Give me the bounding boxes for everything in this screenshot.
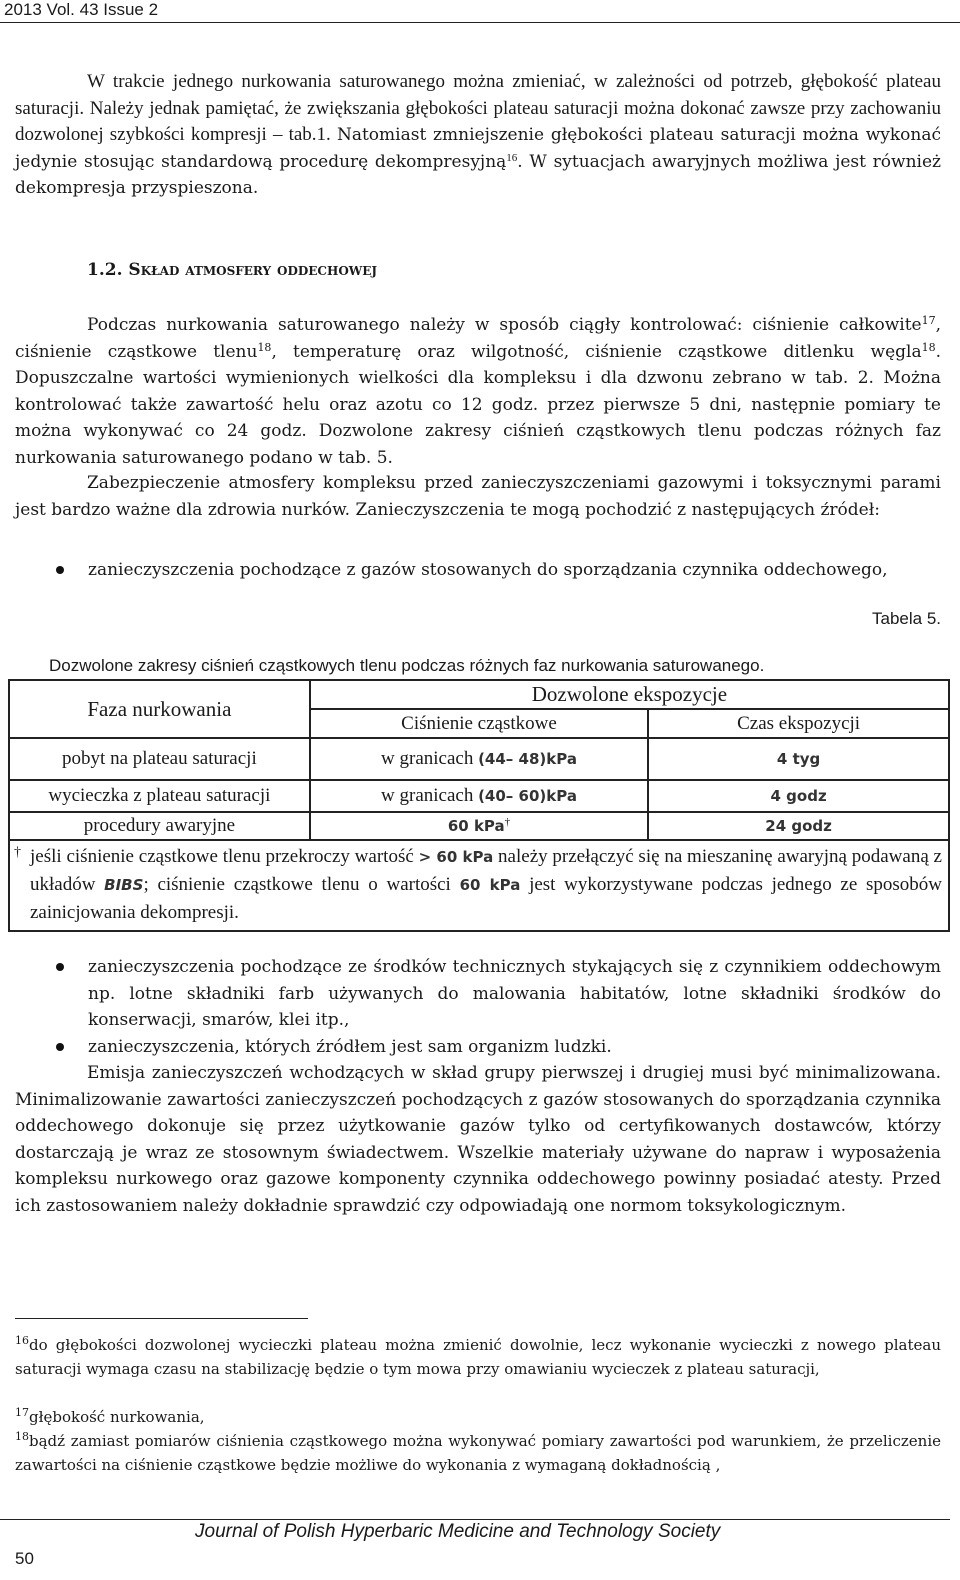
table-row (9, 780, 949, 812)
note-value-bibs: BIBS (104, 876, 144, 894)
footnote-17 (15, 1405, 941, 1429)
footnote-text: do głębokości dozwolonej wycieczki plateau można zmienić dowolnie, lecz wykonanie wycieczki z nowego plateau saturacji wymaga czasu na stabilizację będzie o tym mowa przy omawianiu wycieczek z plateau saturacji, (15, 1336, 941, 1378)
cell-time-value: 4 godz (770, 787, 827, 805)
issue-header: 2013 Vol. 43 Issue 2 (4, 0, 159, 19)
oxygen-pressure-table (8, 679, 950, 932)
section-number: 1.2. (87, 260, 123, 280)
cell-time-value: 4 tyg (776, 750, 821, 768)
paragraph-intro-part-3: . W sytuacjach awaryjnych możliwa jest również dekompresja przyspieszona. (15, 151, 941, 198)
cell-value: (44– 48)kPa (478, 750, 577, 768)
header-rule (0, 22, 960, 23)
footer-rule (0, 1519, 950, 1520)
table-label: Tabela 5. (872, 609, 941, 628)
footnote-number: 18 (15, 1430, 29, 1443)
cell-phase: wycieczka z plateau saturacji (9, 780, 310, 812)
table-note-row (9, 840, 949, 931)
paragraph-intro-part-1: W trakcie jednego nurkowania saturowanego można zmieniać, w zależności od potrzeb, głębokość plateau saturacji. Należy jednak pamiętać, że zwiększania głębokości plateau saturacji można dokonać zawsze przy zachowaniu dozwolonej szybkości kompresji – tab.1. (15, 71, 941, 145)
cell-time (648, 738, 949, 780)
paragraph-control-part-b: , ciśnienie cząstkowe tlenu (15, 315, 941, 362)
paragraph-emission: Emisja zanieczyszczeń wchodzących w skład grupy pierwszej i drugiej musi być minimalizowana. Minimalizowanie zawartości zanieczyszczeń pochodzących z gazów stosowanych do sporządzania czynnika oddechowego dokonuje się przez użytkowanie gazów tylko od certyfikowanych dostawców, którzy dostarczają je wraz ze stosownym świadectwem. Wszelkie materiały używane do napraw i wyposażenia kompleksu nurkowego oraz gazowe komponenty czynnika oddechowego powinny posiadać atesty. Przed ich zastosowaniem należy dokładnie sprawdzić czy odpowiadają one normom toksykologicznym. (15, 1063, 941, 1216)
cell-dagger: † (504, 816, 511, 828)
cell-time-value: 24 godz (765, 817, 832, 835)
note-value-3: 60 kPa (459, 876, 521, 894)
cell-pressure (310, 738, 648, 780)
col-header-exposures: Dozwolone ekspozycje (310, 680, 949, 709)
footnote-number: 16 (15, 1334, 29, 1347)
footnote-18 (15, 1429, 941, 1477)
note-part-d: jest wykorzystywane podczas jednego ze sposobów zainicjowania dekompresji. (30, 874, 943, 923)
footnote-rule (15, 1318, 308, 1319)
note-part-c: ; ciśnienie cząstkowe tlenu o wartości (143, 874, 451, 895)
cell-prefix: w granicach (381, 785, 474, 806)
footnote-ref-17[interactable]: 17 (921, 314, 936, 327)
footnote-text: głębokość nurkowania, (29, 1408, 205, 1426)
cell-prefix: w granicach (381, 748, 474, 769)
section-heading (87, 260, 377, 280)
footnote-text: bądź zamiast pomiarów ciśnienia cząstkowego można wykonywać pomiary zawartości pod warunkiem, że przeliczenie zawartości na ciśnienie cząstkowe będzie możliwe do wykonania z wymaganą dokładnością , (15, 1432, 941, 1474)
journal-name: Journal of Polish Hyperbaric Medicine and Technology Society (195, 1521, 721, 1542)
bullet-item-gases: zanieczyszczenia pochodzące z gazów stosowanych do sporządzania czynnika oddechowego, (88, 560, 888, 580)
paragraph-control-part-c: , temperaturę oraz wilgotność, ciśnienie cząstkowe ditlenku węgla (271, 341, 922, 362)
page-number: 50 (15, 1549, 34, 1568)
table-caption: Dozwolone zakresy ciśnień cząstkowych tlenu podczas różnych faz nurkowania saturowanego. (49, 656, 765, 675)
note-dagger: † (14, 845, 21, 860)
col-header-phase: Faza nurkowania (9, 680, 310, 738)
table-note (9, 840, 949, 931)
note-value-1: > 60 kPa (418, 848, 494, 866)
col-header-time: Czas ekspozycji (648, 709, 949, 738)
paragraph-intro (15, 69, 941, 202)
paragraph-intro-part-2: Natomiast zmniejszenie głębokości plateau saturacji można wykonać jedynie stosując standardową procedurę dekompresyjną (15, 125, 942, 172)
footnote-ref-18[interactable]: 18 (257, 340, 272, 354)
note-part-a: jeśli ciśnienie cząstkowe tlenu przekroczy wartość (30, 846, 414, 867)
cell-phase: pobyt na plateau saturacji (9, 738, 310, 780)
bullet-item-organism: zanieczyszczenia, których źródłem jest sam organizm ludzki. (88, 1037, 612, 1057)
bullet-marker (56, 566, 64, 574)
bullet-marker (56, 1043, 64, 1051)
note-part-b: należy przełączyć się na mieszaninę awaryjną podawaną z układów (30, 846, 942, 895)
cell-value: (40– 60)kPa (478, 787, 577, 805)
paragraph-control-part-d: . Dopuszczalne wartości wymienionych wielkości dla kompleksu i dla dzwonu zebrano w tab. 2. Można kontrolować także zawartość helu oraz azotu co 12 godz. przez pierwsze 5 dni, następnie pomiary te można wykonywać co 24 godz. Dozwolone zakresy ciśnień cząstkowych tlenu podczas różnych faz nurkowania saturowanego podano w tab. 5. (15, 341, 941, 468)
footnote-16 (15, 1333, 941, 1381)
cell-time (648, 780, 949, 812)
bullet-marker (56, 963, 64, 971)
footnote-ref-18b[interactable]: 18 (921, 340, 936, 354)
paragraph-control (15, 312, 941, 471)
cell-value: 60 kPa (447, 817, 505, 835)
table-row (9, 738, 949, 780)
paragraph-control-part-a: Podczas nurkowania saturowanego należy w sposób ciągły kontrolować: ciśnienie całkowite (87, 315, 922, 335)
col-header-pressure: Ciśnienie cząstkowe (310, 709, 648, 738)
cell-pressure (310, 780, 648, 812)
cell-time (648, 812, 949, 840)
table-row (9, 812, 949, 840)
cell-pressure (310, 812, 648, 840)
paragraph-protection: Zabezpieczenie atmosfery kompleksu przed zanieczyszczeniami gazowymi i toksycznymi parami jest bardzo ważne dla zdrowia nurków. Zanieczyszczenia te mogą pochodzić z następujących źródeł: (15, 473, 941, 520)
footnote-number: 17 (15, 1406, 29, 1419)
cell-phase: procedury awaryjne (9, 812, 310, 840)
bullet-item-technical: zanieczyszczenia pochodzące ze środków technicznych stykających się z czynnikiem oddechowym np. lotne składniki farb używanych do malowania habitatów, lotne składniki środków do konserwacji, smarów, klei itp., (88, 957, 941, 1030)
section-title: Skład atmosfery oddechowej (128, 260, 378, 280)
footnote-ref-16[interactable]: 16 (506, 151, 518, 164)
